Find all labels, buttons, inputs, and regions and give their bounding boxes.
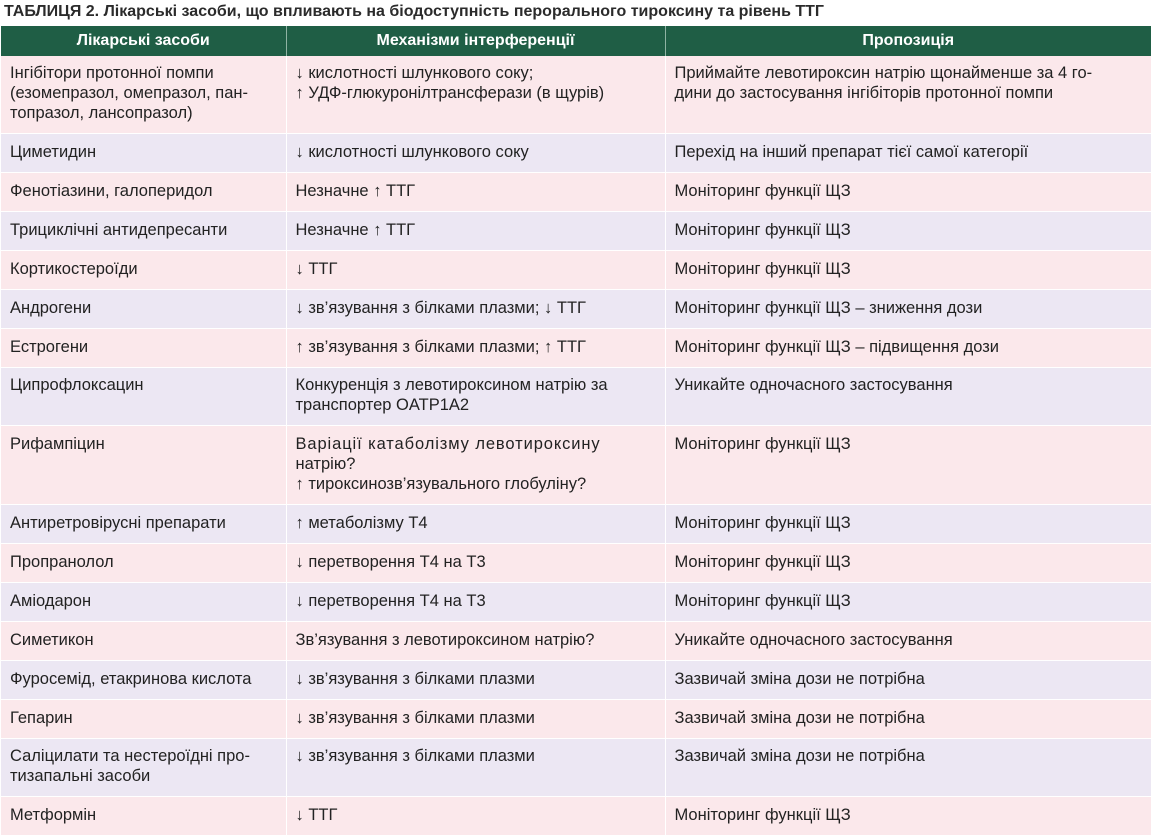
drug-cell bbox=[1, 251, 286, 290]
proposal-cell-line: Уникайте одночасного застосування bbox=[674, 376, 953, 394]
mechanism-cell-line: ↓ ТТГ bbox=[295, 806, 338, 824]
drug-cell-line: (езомепразол, омепразол, пан- bbox=[10, 84, 248, 102]
mechanism-cell-line: Незначне ↑ ТТГ bbox=[295, 221, 416, 239]
drug-cell bbox=[1, 544, 286, 583]
proposal-cell-line: Зазвичай зміна дози не потрібна bbox=[674, 670, 925, 688]
proposal-cell-line: Моніторинг функції ЩЗ bbox=[674, 592, 851, 610]
proposal-cell bbox=[665, 583, 1151, 622]
proposal-cell bbox=[665, 251, 1151, 290]
mechanism-cell bbox=[286, 661, 665, 700]
drug-cell-line: Метформін bbox=[10, 806, 97, 824]
proposal-cell bbox=[665, 290, 1151, 329]
drug-cell-line: Гепарин bbox=[10, 709, 73, 727]
mechanism-cell bbox=[286, 544, 665, 583]
mechanism-cell-line: транспортер OATP1A2 bbox=[295, 396, 470, 414]
proposal-cell-line: Зазвичай зміна дози не потрібна bbox=[674, 709, 925, 727]
drug-cell bbox=[1, 426, 286, 505]
mechanism-cell-line: ↓ зв’язування з білками плазми bbox=[295, 670, 535, 688]
mechanism-cell-line: ↓ кислотності шлункового соку; bbox=[295, 64, 534, 82]
mechanism-cell bbox=[286, 426, 665, 505]
mechanism-cell bbox=[286, 290, 665, 329]
mechanism-cell-line: натрію? bbox=[295, 455, 356, 473]
mechanism-cell bbox=[286, 797, 665, 836]
column-header-proposal: Пропозиція bbox=[665, 26, 1151, 56]
drug-cell-line: Трициклічні антидепресанти bbox=[10, 221, 228, 239]
mechanism-cell-line: Незначне ↑ ТТГ bbox=[295, 182, 416, 200]
proposal-cell bbox=[665, 505, 1151, 544]
proposal-cell-line: Уникайте одночасного застосування bbox=[674, 631, 953, 649]
table-row bbox=[1, 329, 1151, 368]
table-row bbox=[1, 290, 1151, 329]
drug-cell-line: топразол, лансопразол) bbox=[10, 104, 193, 122]
table-row bbox=[1, 251, 1151, 290]
proposal-cell bbox=[665, 544, 1151, 583]
drug-cell bbox=[1, 505, 286, 544]
drug-cell bbox=[1, 622, 286, 661]
proposal-cell-line: Моніторинг функції ЩЗ bbox=[674, 221, 851, 239]
proposal-cell-line: Моніторинг функції ЩЗ bbox=[674, 260, 851, 278]
proposal-cell bbox=[665, 622, 1151, 661]
mechanism-cell bbox=[286, 212, 665, 251]
mechanism-cell-line: ↓ зв’язування з білками плазми; ↓ ТТГ bbox=[295, 299, 586, 317]
proposal-cell bbox=[665, 134, 1151, 173]
drug-cell-line: Пропранолол bbox=[10, 553, 114, 571]
drug-cell bbox=[1, 797, 286, 836]
mechanism-cell bbox=[286, 505, 665, 544]
proposal-cell bbox=[665, 173, 1151, 212]
proposal-cell-line: дини до застосування інгібіторів протонної помпи bbox=[674, 84, 1054, 102]
mechanism-cell-line: Конкуренція з левотироксином натрію за bbox=[295, 376, 608, 394]
mechanism-cell-line: ↑ тироксинозв’язувального глобуліну? bbox=[295, 475, 587, 493]
drug-cell-line: Інгібітори протонної помпи bbox=[10, 64, 214, 82]
drug-cell bbox=[1, 739, 286, 797]
mechanism-cell-line: ↓ перетворення Т4 на Т3 bbox=[295, 592, 486, 610]
mechanism-cell bbox=[286, 173, 665, 212]
table-row bbox=[1, 212, 1151, 251]
drug-cell bbox=[1, 368, 286, 426]
table-row bbox=[1, 739, 1151, 797]
table-row bbox=[1, 797, 1151, 836]
drug-interaction-table bbox=[1, 26, 1151, 836]
proposal-cell bbox=[665, 56, 1151, 134]
proposal-cell-line: Зазвичай зміна дози не потрібна bbox=[674, 747, 925, 765]
proposal-cell-line: Моніторинг функції ЩЗ – зниження дози bbox=[674, 299, 983, 317]
drug-cell bbox=[1, 329, 286, 368]
drug-cell-line: Фенотіазини, галоперидол bbox=[10, 182, 213, 200]
proposal-cell-line: Моніторинг функції ЩЗ bbox=[674, 806, 851, 824]
drug-cell bbox=[1, 134, 286, 173]
mechanism-cell bbox=[286, 134, 665, 173]
proposal-cell bbox=[665, 329, 1151, 368]
mechanism-cell bbox=[286, 739, 665, 797]
table-row bbox=[1, 368, 1151, 426]
proposal-cell-line: Моніторинг функції ЩЗ bbox=[674, 182, 851, 200]
drug-cell bbox=[1, 661, 286, 700]
mechanism-cell bbox=[286, 329, 665, 368]
drug-cell-line: Рифампіцин bbox=[10, 435, 105, 453]
proposal-cell bbox=[665, 426, 1151, 505]
table-header-row bbox=[1, 26, 1151, 56]
mechanism-cell-line: ↑ зв’язування з білками плазми; ↑ ТТГ bbox=[295, 338, 586, 356]
mechanism-cell-line: Варіації катаболізму левотироксину bbox=[295, 435, 601, 453]
proposal-cell bbox=[665, 739, 1151, 797]
drug-cell-line: Симетикон bbox=[10, 631, 94, 649]
proposal-cell-line: Моніторинг функції ЩЗ bbox=[674, 435, 851, 453]
column-header-drugs: Лікарські засоби bbox=[1, 26, 286, 56]
drug-cell-line: Андрогени bbox=[10, 299, 92, 317]
drug-cell bbox=[1, 212, 286, 251]
drug-cell-line: Фуросемід, етакринова кислота bbox=[10, 670, 252, 688]
table-row bbox=[1, 134, 1151, 173]
drug-cell bbox=[1, 173, 286, 212]
mechanism-cell-line: ↑ метаболізму Т4 bbox=[295, 514, 428, 532]
drug-cell-line: Кортикостероїди bbox=[10, 260, 138, 278]
table-row bbox=[1, 583, 1151, 622]
proposal-cell-line: Моніторинг функції ЩЗ – підвищення дози bbox=[674, 338, 999, 356]
drug-cell-line: Циметидин bbox=[10, 143, 97, 161]
mechanism-cell bbox=[286, 368, 665, 426]
drug-cell-line: Аміодарон bbox=[10, 592, 92, 610]
proposal-cell bbox=[665, 661, 1151, 700]
mechanism-cell bbox=[286, 622, 665, 661]
mechanism-cell bbox=[286, 56, 665, 134]
drug-cell bbox=[1, 56, 286, 134]
proposal-cell-line: Приймайте левотироксин натрію щонайменше за 4 го- bbox=[674, 64, 1093, 82]
drug-cell bbox=[1, 290, 286, 329]
mechanism-cell-line: ↓ зв’язування з білками плазми bbox=[295, 747, 535, 765]
proposal-cell-line: Моніторинг функції ЩЗ bbox=[674, 514, 851, 532]
proposal-cell-line: Перехід на інший препарат тієї самої категорії bbox=[674, 143, 1029, 161]
drug-cell-line: тизапальні засоби bbox=[10, 767, 151, 785]
mechanism-cell bbox=[286, 251, 665, 290]
mechanism-cell-line: ↓ перетворення Т4 на Т3 bbox=[295, 553, 486, 571]
table-title: ТАБЛИЦЯ 2. Лікарські засоби, що впливають на біодоступність перорального тироксину та рівень ТТГ bbox=[4, 3, 824, 20]
drug-cell bbox=[1, 583, 286, 622]
drug-cell bbox=[1, 700, 286, 739]
table-row bbox=[1, 426, 1151, 505]
mechanism-cell-line: ↓ ТТГ bbox=[295, 260, 338, 278]
table-row bbox=[1, 56, 1151, 134]
table-row bbox=[1, 700, 1151, 739]
table-row bbox=[1, 173, 1151, 212]
drug-cell-line: Ципрофлоксацин bbox=[10, 376, 144, 394]
mechanism-cell bbox=[286, 700, 665, 739]
table-row bbox=[1, 622, 1151, 661]
mechanism-cell-line: ↑ УДФ-глюкуронілтрансферази (в щурів) bbox=[295, 84, 605, 102]
mechanism-cell-line: Зв’язування з левотироксином натрію? bbox=[295, 631, 595, 649]
drug-cell-line: Саліцилати та нестероїдні про- bbox=[10, 747, 250, 765]
mechanism-cell bbox=[286, 583, 665, 622]
mechanism-cell-line: ↓ зв’язування з білками плазми bbox=[295, 709, 535, 727]
proposal-cell bbox=[665, 700, 1151, 739]
table-row bbox=[1, 544, 1151, 583]
column-header-mechanisms: Механізми інтерференції bbox=[286, 26, 665, 56]
mechanism-cell-line: ↓ кислотності шлункового соку bbox=[295, 143, 529, 161]
table-row bbox=[1, 661, 1151, 700]
table-row bbox=[1, 505, 1151, 544]
proposal-cell-line: Моніторинг функції ЩЗ bbox=[674, 553, 851, 571]
drug-cell-line: Естрогени bbox=[10, 338, 89, 356]
drug-cell-line: Антиретровірусні препарати bbox=[10, 514, 226, 532]
proposal-cell bbox=[665, 212, 1151, 251]
proposal-cell bbox=[665, 797, 1151, 836]
proposal-cell bbox=[665, 368, 1151, 426]
